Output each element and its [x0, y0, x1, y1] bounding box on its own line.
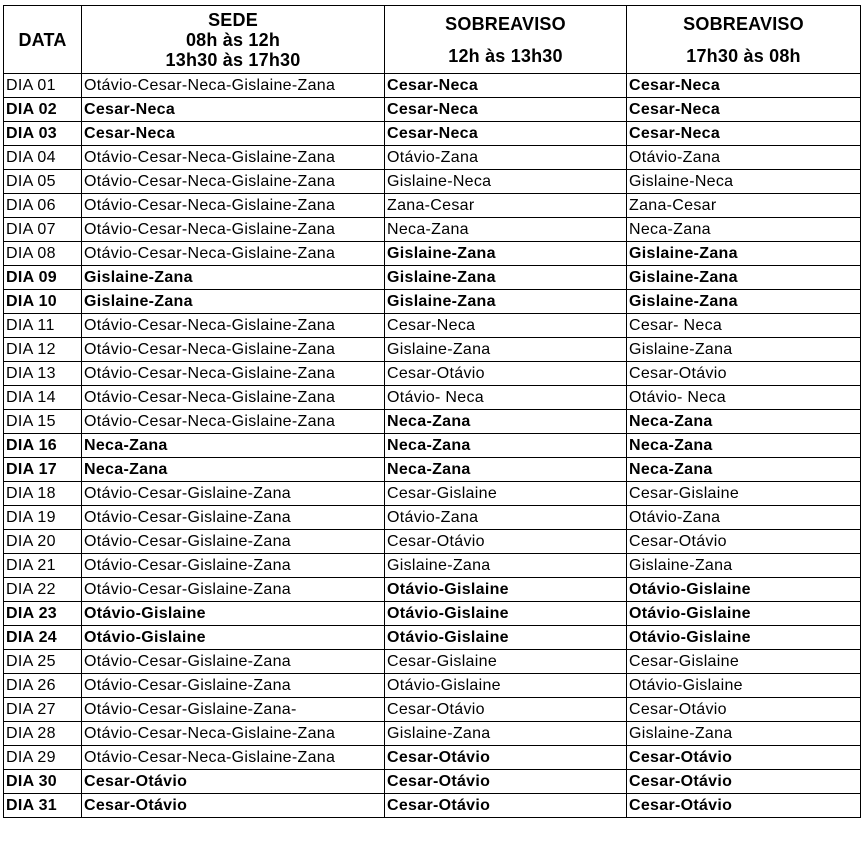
day-cell: DIA 19 [4, 506, 82, 530]
sobreaviso-midday-cell: Neca-Zana [385, 410, 627, 434]
table-row [4, 98, 861, 122]
sobreaviso-midday-cell: Gislaine-Neca [385, 170, 627, 194]
day-cell: DIA 10 [4, 290, 82, 314]
sobreaviso-night-cell: Cesar-Neca [627, 74, 861, 98]
sobreaviso-midday-cell: Neca-Zana [385, 218, 627, 242]
table-row [4, 314, 861, 338]
sobreaviso-night-cell: Cesar-Gislaine [627, 650, 861, 674]
sede-cell: Otávio-Cesar-Neca-Gislaine-Zana [82, 194, 385, 218]
day-cell: DIA 21 [4, 554, 82, 578]
sede-cell: Otávio-Cesar-Neca-Gislaine-Zana [82, 338, 385, 362]
day-cell: DIA 03 [4, 122, 82, 146]
sobreaviso-midday-cell: Otávio-Zana [385, 146, 627, 170]
sede-cell: Cesar-Otávio [82, 794, 385, 818]
header-sobreaviso-night [627, 6, 861, 74]
day-cell: DIA 16 [4, 434, 82, 458]
day-cell: DIA 26 [4, 674, 82, 698]
sobreaviso-night-cell: Zana-Cesar [627, 194, 861, 218]
sede-cell: Otávio-Cesar-Neca-Gislaine-Zana [82, 74, 385, 98]
sobreaviso-midday-cell: Cesar-Otávio [385, 746, 627, 770]
day-cell: DIA 08 [4, 242, 82, 266]
header-data [4, 6, 82, 74]
day-cell: DIA 15 [4, 410, 82, 434]
header-sobreaviso-night-hours: 17h30 às 08h [686, 45, 801, 66]
sobreaviso-night-cell: Otávio-Gislaine [627, 626, 861, 650]
header-sede-morning: 08h às 12h [185, 29, 281, 50]
sobreaviso-midday-cell: Otávio-Zana [385, 506, 627, 530]
table-row [4, 482, 861, 506]
table-row [4, 674, 861, 698]
sede-cell: Otávio-Cesar-Neca-Gislaine-Zana [82, 170, 385, 194]
day-cell: DIA 13 [4, 362, 82, 386]
table-row [4, 746, 861, 770]
header-sobreaviso-midday [385, 6, 627, 74]
table-row [4, 794, 861, 818]
sede-cell: Otávio-Cesar-Neca-Gislaine-Zana [82, 386, 385, 410]
sede-cell: Otávio-Cesar-Gislaine-Zana [82, 674, 385, 698]
table-row [4, 194, 861, 218]
sobreaviso-midday-cell: Otávio-Gislaine [385, 674, 627, 698]
header-sobreaviso-night-title: SOBREAVISO [683, 13, 804, 34]
sobreaviso-midday-cell: Gislaine-Zana [385, 722, 627, 746]
sobreaviso-night-cell: Cesar-Gislaine [627, 482, 861, 506]
table-row [4, 530, 861, 554]
day-cell: DIA 31 [4, 794, 82, 818]
sobreaviso-night-cell: Otávio-Gislaine [627, 578, 861, 602]
sobreaviso-night-cell: Cesar-Otávio [627, 770, 861, 794]
table-row [4, 362, 861, 386]
sobreaviso-midday-cell: Gislaine-Zana [385, 338, 627, 362]
sobreaviso-midday-cell: Cesar-Otávio [385, 362, 627, 386]
sede-cell: Cesar-Otávio [82, 770, 385, 794]
sobreaviso-night-cell: Neca-Zana [627, 458, 861, 482]
sobreaviso-midday-cell: Otávio- Neca [385, 386, 627, 410]
sobreaviso-midday-cell: Cesar-Gislaine [385, 482, 627, 506]
sobreaviso-night-cell: Otávio- Neca [627, 386, 861, 410]
header-sede-afternoon: 13h30 às 17h30 [165, 49, 301, 70]
table-row [4, 434, 861, 458]
day-cell: DIA 25 [4, 650, 82, 674]
day-cell: DIA 28 [4, 722, 82, 746]
sede-cell: Otávio-Gislaine [82, 602, 385, 626]
sobreaviso-night-cell: Cesar-Otávio [627, 530, 861, 554]
day-cell: DIA 17 [4, 458, 82, 482]
header-data-label: DATA [18, 29, 67, 50]
sobreaviso-midday-cell: Otávio-Gislaine [385, 578, 627, 602]
sobreaviso-midday-cell: Cesar-Otávio [385, 698, 627, 722]
day-cell: DIA 06 [4, 194, 82, 218]
sobreaviso-midday-cell: Gislaine-Zana [385, 242, 627, 266]
table-row [4, 650, 861, 674]
sobreaviso-night-cell: Cesar-Neca [627, 122, 861, 146]
day-cell: DIA 04 [4, 146, 82, 170]
table-row [4, 74, 861, 98]
sobreaviso-midday-cell: Zana-Cesar [385, 194, 627, 218]
schedule-table [3, 5, 861, 818]
sobreaviso-night-cell: Cesar- Neca [627, 314, 861, 338]
table-row [4, 770, 861, 794]
header-sede-title: SEDE [208, 9, 258, 30]
sede-cell: Cesar-Neca [82, 98, 385, 122]
sobreaviso-midday-cell: Gislaine-Zana [385, 266, 627, 290]
table-row [4, 386, 861, 410]
day-cell: DIA 18 [4, 482, 82, 506]
table-row [4, 266, 861, 290]
sede-cell: Gislaine-Zana [82, 266, 385, 290]
day-cell: DIA 20 [4, 530, 82, 554]
sede-cell: Otávio-Cesar-Gislaine-Zana- [82, 698, 385, 722]
sobreaviso-night-cell: Cesar-Otávio [627, 362, 861, 386]
day-cell: DIA 07 [4, 218, 82, 242]
table-row [4, 218, 861, 242]
header-sobreaviso-midday-title: SOBREAVISO [445, 13, 566, 34]
sede-cell: Otávio-Cesar-Neca-Gislaine-Zana [82, 218, 385, 242]
table-row [4, 578, 861, 602]
table-row [4, 458, 861, 482]
sobreaviso-midday-cell: Cesar-Otávio [385, 770, 627, 794]
sobreaviso-night-cell: Gislaine-Zana [627, 722, 861, 746]
day-cell: DIA 11 [4, 314, 82, 338]
sobreaviso-night-cell: Gislaine-Zana [627, 290, 861, 314]
header-sede [82, 6, 385, 74]
table-row [4, 290, 861, 314]
sobreaviso-night-cell: Gislaine-Zana [627, 554, 861, 578]
header-sobreaviso-midday-hours: 12h às 13h30 [448, 45, 563, 66]
sobreaviso-night-cell: Gislaine-Neca [627, 170, 861, 194]
sede-cell: Neca-Zana [82, 458, 385, 482]
table-row [4, 698, 861, 722]
day-cell: DIA 22 [4, 578, 82, 602]
sede-cell: Otávio-Cesar-Gislaine-Zana [82, 578, 385, 602]
sobreaviso-night-cell: Otávio-Gislaine [627, 674, 861, 698]
sede-cell: Gislaine-Zana [82, 290, 385, 314]
table-row [4, 122, 861, 146]
sobreaviso-midday-cell: Gislaine-Zana [385, 554, 627, 578]
table-row [4, 242, 861, 266]
day-cell: DIA 02 [4, 98, 82, 122]
sobreaviso-midday-cell: Cesar-Neca [385, 122, 627, 146]
sobreaviso-night-cell: Neca-Zana [627, 434, 861, 458]
schedule-header [4, 6, 861, 74]
sobreaviso-night-cell: Neca-Zana [627, 218, 861, 242]
table-row [4, 410, 861, 434]
day-cell: DIA 23 [4, 602, 82, 626]
sobreaviso-night-cell: Gislaine-Zana [627, 266, 861, 290]
day-cell: DIA 29 [4, 746, 82, 770]
day-cell: DIA 24 [4, 626, 82, 650]
sede-cell: Otávio-Cesar-Neca-Gislaine-Zana [82, 314, 385, 338]
sobreaviso-midday-cell: Neca-Zana [385, 458, 627, 482]
sede-cell: Cesar-Neca [82, 122, 385, 146]
sobreaviso-night-cell: Neca-Zana [627, 410, 861, 434]
day-cell: DIA 05 [4, 170, 82, 194]
sede-cell: Otávio-Cesar-Neca-Gislaine-Zana [82, 722, 385, 746]
sobreaviso-night-cell: Cesar-Otávio [627, 746, 861, 770]
sobreaviso-night-cell: Gislaine-Zana [627, 338, 861, 362]
sede-cell: Otávio-Cesar-Neca-Gislaine-Zana [82, 746, 385, 770]
sobreaviso-midday-cell: Otávio-Gislaine [385, 626, 627, 650]
sobreaviso-midday-cell: Cesar-Neca [385, 314, 627, 338]
sede-cell: Otávio-Cesar-Neca-Gislaine-Zana [82, 242, 385, 266]
sede-cell: Otávio-Gislaine [82, 626, 385, 650]
table-row [4, 602, 861, 626]
sobreaviso-midday-cell: Gislaine-Zana [385, 290, 627, 314]
sede-cell: Otávio-Cesar-Neca-Gislaine-Zana [82, 410, 385, 434]
table-row [4, 170, 861, 194]
sobreaviso-midday-cell: Cesar-Otávio [385, 794, 627, 818]
sobreaviso-midday-cell: Cesar-Gislaine [385, 650, 627, 674]
header-row [4, 6, 861, 74]
table-row [4, 626, 861, 650]
sede-cell: Otávio-Cesar-Gislaine-Zana [82, 506, 385, 530]
sobreaviso-night-cell: Cesar-Neca [627, 98, 861, 122]
table-row [4, 506, 861, 530]
sobreaviso-night-cell: Otávio-Zana [627, 506, 861, 530]
table-row [4, 722, 861, 746]
table-row [4, 146, 861, 170]
sobreaviso-midday-cell: Otávio-Gislaine [385, 602, 627, 626]
sobreaviso-night-cell: Cesar-Otávio [627, 698, 861, 722]
sede-cell: Neca-Zana [82, 434, 385, 458]
sede-cell: Otávio-Cesar-Gislaine-Zana [82, 530, 385, 554]
sede-cell: Otávio-Cesar-Gislaine-Zana [82, 554, 385, 578]
sede-cell: Otávio-Cesar-Neca-Gislaine-Zana [82, 146, 385, 170]
sobreaviso-midday-cell: Cesar-Neca [385, 98, 627, 122]
sobreaviso-night-cell: Cesar-Otávio [627, 794, 861, 818]
day-cell: DIA 01 [4, 74, 82, 98]
table-row [4, 554, 861, 578]
sobreaviso-midday-cell: Cesar-Neca [385, 74, 627, 98]
sede-cell: Otávio-Cesar-Neca-Gislaine-Zana [82, 362, 385, 386]
sobreaviso-night-cell: Otávio-Gislaine [627, 602, 861, 626]
sobreaviso-night-cell: Otávio-Zana [627, 146, 861, 170]
sobreaviso-midday-cell: Cesar-Otávio [385, 530, 627, 554]
day-cell: DIA 09 [4, 266, 82, 290]
schedule-body [4, 74, 861, 818]
day-cell: DIA 27 [4, 698, 82, 722]
sede-cell: Otávio-Cesar-Gislaine-Zana [82, 482, 385, 506]
day-cell: DIA 14 [4, 386, 82, 410]
day-cell: DIA 12 [4, 338, 82, 362]
sobreaviso-midday-cell: Neca-Zana [385, 434, 627, 458]
sede-cell: Otávio-Cesar-Gislaine-Zana [82, 650, 385, 674]
sobreaviso-night-cell: Gislaine-Zana [627, 242, 861, 266]
table-row [4, 338, 861, 362]
day-cell: DIA 30 [4, 770, 82, 794]
